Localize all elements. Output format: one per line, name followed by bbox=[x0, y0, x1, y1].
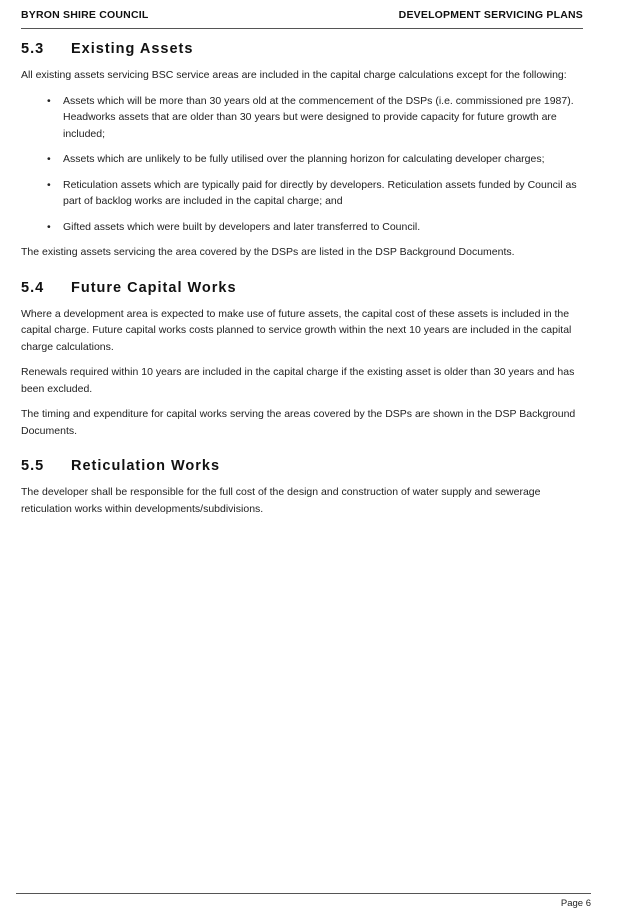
list-item: • Gifted assets which were built by developers and later transferred to Council. bbox=[21, 219, 577, 236]
section-number: 5.3 bbox=[21, 41, 45, 57]
section-heading bbox=[21, 279, 577, 297]
list-item: • Assets which are unlikely to be fully utilised over the planning horizon for calculating developer charges; bbox=[21, 151, 577, 168]
section-number: 5.4 bbox=[21, 279, 45, 296]
page-content bbox=[21, 40, 577, 517]
page-footer bbox=[16, 893, 591, 909]
header-organization: BYRON SHIRE COUNCIL bbox=[21, 9, 149, 21]
paragraph: Where a development area is expected to make use of future assets, the capital cost of these assets is included in the capital charge. Future capital works costs planned to service growth within the next 10 years are included in the capital charge calculations. bbox=[21, 307, 572, 353]
section-title: Reticulation Works bbox=[71, 458, 221, 474]
section-heading bbox=[21, 40, 577, 58]
section-title: Future Capital Works bbox=[71, 279, 237, 296]
page-header bbox=[21, 9, 583, 29]
bullet-list bbox=[21, 93, 577, 236]
section-reticulation-works bbox=[21, 457, 577, 517]
paragraph: All existing assets servicing BSC service areas are included in the capital charge calculations except for the following: bbox=[21, 69, 567, 81]
paragraph: Renewals required within 10 years are included in the capital charge if the existing asset is older than 30 years and has been excluded. bbox=[21, 366, 575, 395]
page-number: Page 6 bbox=[560, 898, 591, 909]
paragraph: The timing and expenditure for capital works serving the areas covered by the DSPs are shown in the DSP Background Documents. bbox=[21, 408, 576, 437]
list-item: • Assets which will be more than 30 years old at the commencement of the DSPs (i.e. commissioned pre 1987). Headworks assets that are older than 30 years but were designed to provide capacity for future growth are included; bbox=[21, 93, 577, 143]
header-document-title: DEVELOPMENT SERVICING PLANS bbox=[398, 9, 583, 21]
section-number: 5.5 bbox=[21, 458, 45, 474]
section-title: Existing Assets bbox=[71, 41, 194, 57]
section-heading bbox=[21, 457, 577, 475]
paragraph: The developer shall be responsible for the full cost of the design and construction of water supply and sewerage reticulation works within developments/subdivisions. bbox=[21, 486, 541, 515]
section-existing-assets bbox=[21, 40, 577, 261]
paragraph: The existing assets servicing the area covered by the DSPs are listed in the DSP Background Documents. bbox=[21, 246, 515, 258]
section-future-capital-works bbox=[21, 279, 577, 440]
list-item: • Reticulation assets which are typically paid for directly by developers. Reticulation assets funded by Council as part of backlog works are included in the capital charge; and bbox=[21, 177, 577, 210]
